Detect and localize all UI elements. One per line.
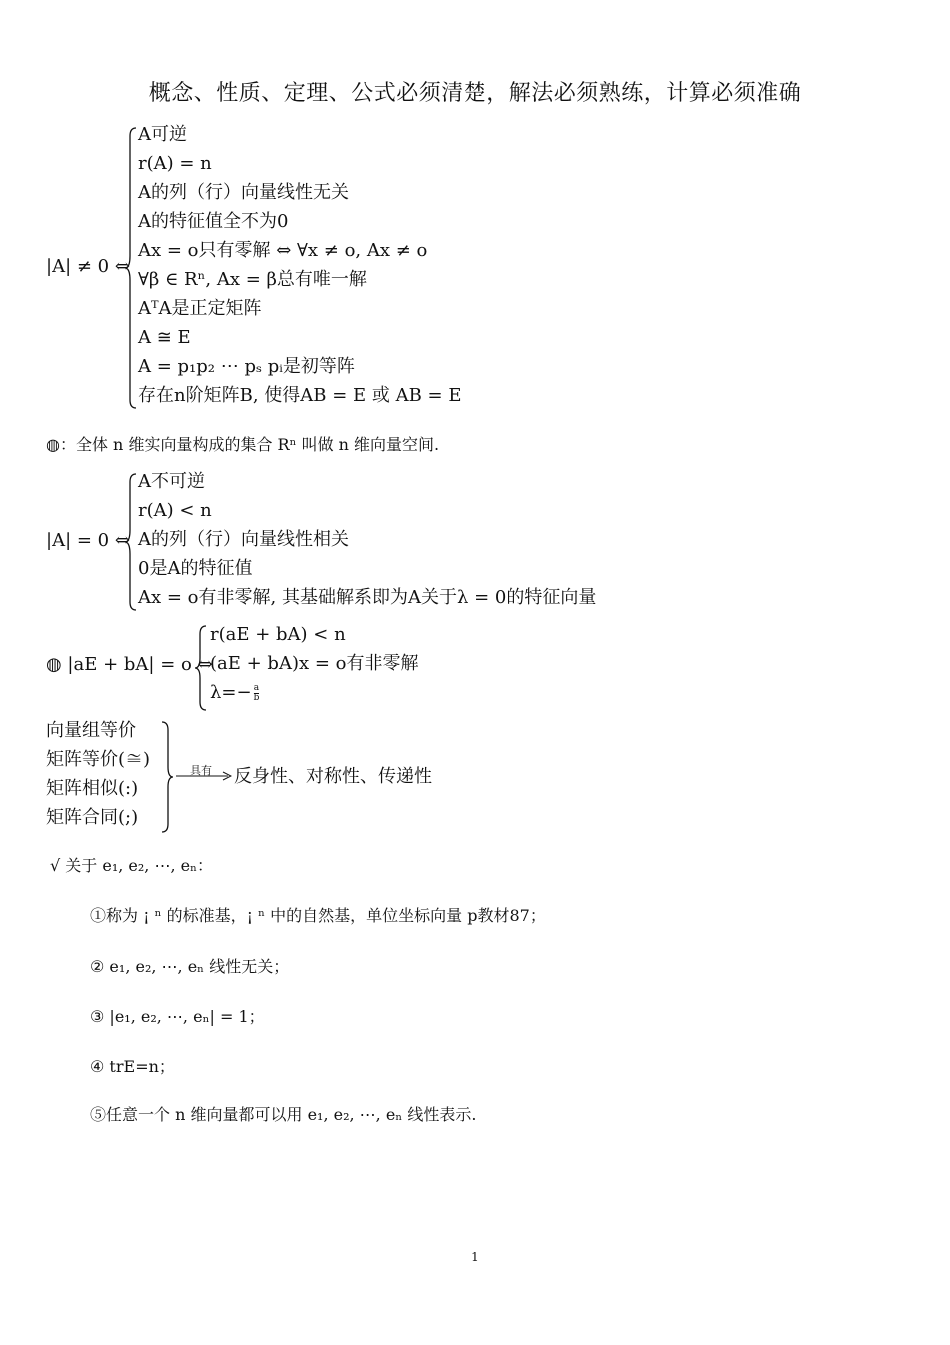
list-item: ①称为 ¡ ⁿ 的标准基，¡ ⁿ 中的自然基，单位坐标向量 p教材87； xyxy=(90,906,546,925)
block2-brace xyxy=(124,472,138,612)
block2-item: r(A) < n xyxy=(138,500,212,521)
list-item: ④ trE=n； xyxy=(90,1057,175,1076)
block2-list xyxy=(138,467,596,612)
block4-result: 反身性、对称性、传递性 xyxy=(234,766,432,787)
block3-item-lambda xyxy=(210,678,418,707)
note-vector-space: ◍：全体 n 维实向量构成的集合 Rⁿ 叫做 n 维向量空间. xyxy=(46,435,440,454)
list-item: ③ |e₁, e₂, ⋯, eₙ| = 1； xyxy=(90,1007,265,1026)
block1-item: A ≅ E xyxy=(138,327,191,348)
block1-item: Ax = o只有零解 ⇔ ∀x ≠ o, Ax ≠ o xyxy=(138,240,428,261)
block1-item: A的特征值全不为0 xyxy=(138,211,289,232)
block4-item: 矩阵合同(;) xyxy=(46,807,139,828)
block1-item: ∀β ∈ Rⁿ, Ax = β总有唯一解 xyxy=(138,269,367,290)
block1-item: 存在n阶矩阵B, 使得AB = E 或 AB = E xyxy=(138,385,462,406)
block2-item: 0是A的特征值 xyxy=(138,558,253,579)
page-title: 概念、性质、定理、公式必须清楚，解法必须熟练，计算必须准确 xyxy=(148,81,802,106)
block4-brace xyxy=(160,720,174,834)
block1-item: r(A) = n xyxy=(138,153,212,174)
block1-item: A = p₁p₂ ⋯ pₛ pᵢ是初等阵 xyxy=(138,356,355,377)
block4-item: 向量组等价 xyxy=(46,720,136,741)
block4-list xyxy=(46,716,150,832)
fraction-a-over-b xyxy=(254,684,260,703)
block3-list xyxy=(210,620,418,707)
arrow-label: 具有 xyxy=(190,764,212,777)
list-item: ② e₁, e₂, ⋯, eₙ 线性无关； xyxy=(90,957,290,976)
block1-item: A可逆 xyxy=(138,124,187,145)
block4-item: 矩阵等价(≅) xyxy=(46,749,151,770)
block2-item: A不可逆 xyxy=(138,471,205,492)
block2-item: A的列（行）向量线性相关 xyxy=(138,529,349,550)
lambda-text: λ=− xyxy=(210,682,252,703)
list-item: ⑤任意一个 n 维向量都可以用 e₁, e₂, ⋯, eₙ 线性表示. xyxy=(90,1105,477,1124)
block1-lhs: |A| ≠ 0 ⇔ xyxy=(46,256,130,277)
check-heading: √ 关于 e₁, e₂, ⋯, eₙ： xyxy=(50,856,214,875)
block1-list xyxy=(138,120,462,410)
block3-lhs: ◍ |aE + bA| = o ⇔ xyxy=(46,654,213,675)
block3-brace xyxy=(194,624,208,712)
block1-item: A的列（行）向量线性无关 xyxy=(138,182,349,203)
block3-item: (aE + bA)x = o有非零解 xyxy=(210,653,419,674)
block1-brace xyxy=(124,126,138,410)
fraction-numerator: a xyxy=(253,682,260,693)
page-number: 1 xyxy=(471,1250,479,1264)
fraction-denominator: b xyxy=(253,692,260,703)
block4-item: 矩阵相似(:) xyxy=(46,778,139,799)
block1-item: AᵀA是正定矩阵 xyxy=(138,298,262,319)
block3-item: r(aE + bA) < n xyxy=(210,624,346,645)
block2-lhs: |A| = 0 ⇔ xyxy=(46,530,130,551)
block2-item: Ax = o有非零解, 其基础解系即为A关于λ = 0的特征向量 xyxy=(138,587,597,608)
